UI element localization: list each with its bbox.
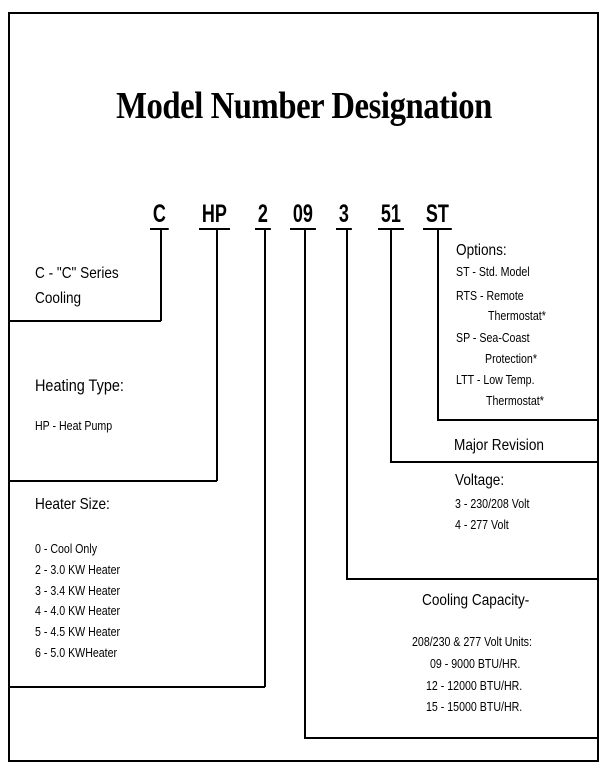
cooling-capacity-item: 09 - 9000 BTU/HR. [430, 657, 521, 671]
cooling-capacity-subheading: 208/230 & 277 Volt Units: [412, 635, 532, 649]
segment-options: ST [423, 200, 452, 230]
connector-heating-type [216, 229, 218, 481]
connector-options [437, 229, 439, 420]
segment-heater-size: 2 [255, 200, 271, 230]
option-item: LTT - Low Temp. [456, 373, 535, 387]
option-item: Protection* [485, 352, 537, 366]
cooling-capacity-item: 12 - 12000 BTU/HR. [426, 679, 523, 693]
option-item: ST - Std. Model [456, 265, 530, 279]
segment-series: C [150, 200, 169, 230]
heater-box-bottom [9, 686, 265, 688]
segment-voltage: 3 [336, 200, 352, 230]
voltage-item: 3 - 230/208 Volt [455, 497, 530, 511]
heater-size-item: 4 - 4.0 KW Heater [35, 604, 121, 618]
option-item: Thermostat* [488, 309, 546, 323]
options-heading: Options: [456, 242, 507, 259]
connector-voltage [346, 229, 348, 578]
heater-size-item: 0 - Cool Only [35, 542, 98, 556]
series-label-cooling: Cooling [35, 290, 82, 307]
segment-major-revision: 51 [378, 200, 404, 230]
page-title: Model Number Designation [116, 85, 492, 127]
cooling-capacity-heading: Cooling Capacity- [422, 592, 530, 609]
connector-major-revision [390, 229, 392, 462]
voltage-heading: Voltage: [455, 472, 505, 489]
heating-box-bottom [9, 480, 217, 482]
segment-cooling-capacity: 09 [290, 200, 316, 230]
heating-type-heading: Heating Type: [35, 376, 124, 395]
connector-series [160, 229, 162, 321]
segment-heating-type: HP [199, 200, 230, 230]
connector-heater-size [264, 229, 266, 687]
heater-size-heading: Heater Size: [35, 496, 110, 513]
heater-size-item: 3 - 3.4 KW Heater [35, 584, 121, 598]
option-item: RTS - Remote [456, 289, 524, 303]
option-item: Thermostat* [486, 394, 544, 408]
voltage-box-bottom [346, 578, 598, 580]
major-revision-heading: Major Revision [454, 437, 544, 454]
heater-size-item: 2 - 3.0 KW Heater [35, 563, 121, 577]
cooling-box-bottom [304, 737, 598, 739]
series-box-bottom [9, 320, 161, 322]
heater-size-item: 5 - 4.5 KW Heater [35, 625, 121, 639]
heater-size-item: 6 - 5.0 KWHeater [35, 646, 118, 660]
cooling-capacity-item: 15 - 15000 BTU/HR. [426, 700, 523, 714]
options-box-bottom [437, 419, 598, 421]
voltage-item: 4 - 277 Volt [455, 518, 509, 532]
connector-cooling-capacity [304, 229, 306, 738]
series-label: C - "C" Series [35, 265, 119, 282]
option-item: SP - Sea-Coast [456, 331, 530, 345]
revision-underline [390, 461, 598, 463]
heating-type-item: HP - Heat Pump [35, 419, 113, 433]
